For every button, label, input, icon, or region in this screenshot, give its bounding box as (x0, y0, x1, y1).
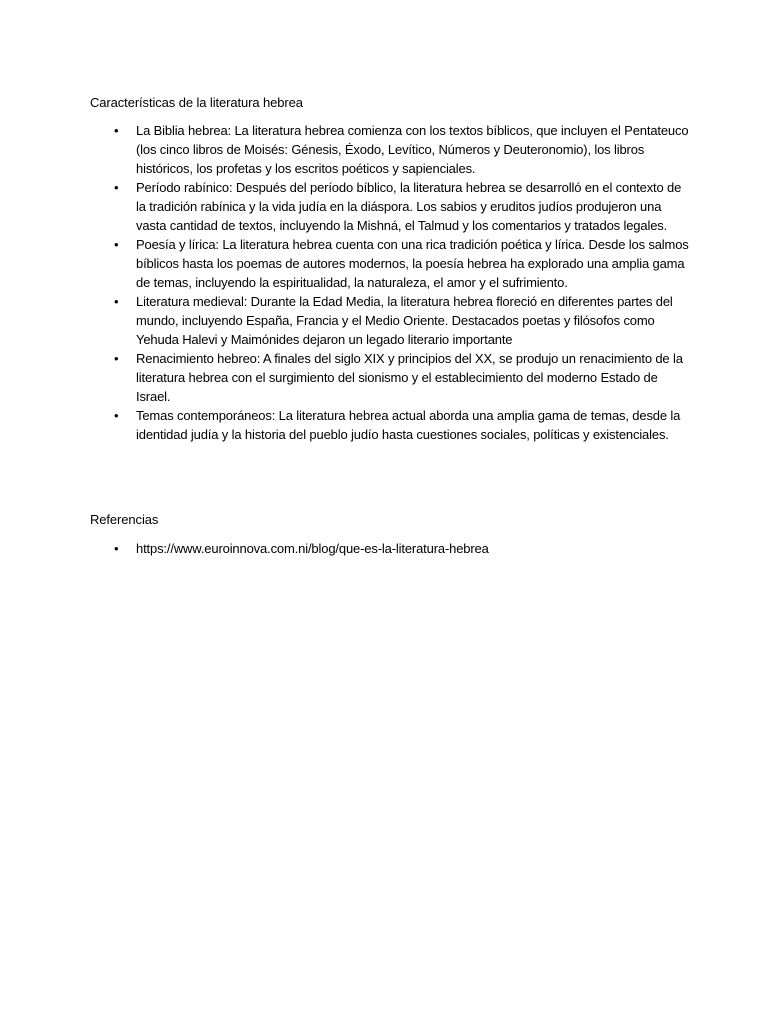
list-item-text: Período rabínico: Después del período bíblico, la literatura hebrea se desarrolló en el contexto de la tradición rabínica y la vida judía en la diáspora. Los sabios y eruditos judíos produjeron una vasta cantidad de textos, incluyendo la Mishná, el Talmud y los comentarios y tratados legales. (136, 180, 682, 233)
list-item-text: Renacimiento hebreo: A finales del siglo XIX y principios del XX, se produjo un renacimiento de la literatura hebrea con el surgimiento del sionismo y el establecimiento del moderno Estado de Israel. (136, 351, 683, 404)
list-item (90, 349, 690, 406)
bullet-icon: • (114, 408, 119, 423)
list-item-text: La Biblia hebrea: La literatura hebrea comienza con los textos bíblicos, que incluyen el Pentateuco (los cinco libros de Moisés: Génesis, Éxodo, Levítico, Números y Deuteronomio), los libros históricos, los profetas y los escritos poéticos y sapienciales. (136, 123, 689, 176)
references-list (90, 539, 690, 558)
list-item-text: Literatura medieval: Durante la Edad Media, la literatura hebrea floreció en diferentes partes del mundo, incluyendo España, Francia y el Medio Oriente. Destacados poetas y filósofos como Yehuda Halevi y Maimónides dejaron un legado literario importante (136, 294, 673, 347)
list-item (90, 178, 690, 235)
list-item (90, 235, 690, 292)
list-item (90, 406, 690, 444)
list-item (90, 121, 690, 178)
bullet-icon: • (114, 351, 119, 366)
references-heading: Referencias (90, 512, 159, 527)
characteristics-list (90, 121, 690, 444)
list-item (90, 292, 690, 349)
document-body (90, 93, 690, 558)
bullet-icon: • (114, 237, 119, 252)
section-heading: Características de la literatura hebrea (90, 95, 303, 110)
list-item-text: Poesía y lírica: La literatura hebrea cuenta con una rica tradición poética y lírica. Desde los salmos bíblicos hasta los poemas de autores modernos, la poesía hebrea ha explorado una amplia gama de temas, incluyendo la espiritualidad, la naturaleza, el amor y el sufrimiento. (136, 237, 689, 290)
bullet-icon: • (114, 294, 119, 309)
bullet-icon: • (114, 123, 119, 138)
reference-item (90, 539, 690, 558)
list-item-text: Temas contemporáneos: La literatura hebrea actual aborda una amplia gama de temas, desde la identidad judía y la historia del pueblo judío hasta cuestiones sociales, políticas y existenciales. (136, 408, 681, 442)
bullet-icon: • (114, 180, 119, 195)
bullet-icon: • (114, 541, 119, 556)
reference-url: https://www.euroinnova.com.ni/blog/que-es-la-literatura-hebrea (136, 541, 489, 556)
